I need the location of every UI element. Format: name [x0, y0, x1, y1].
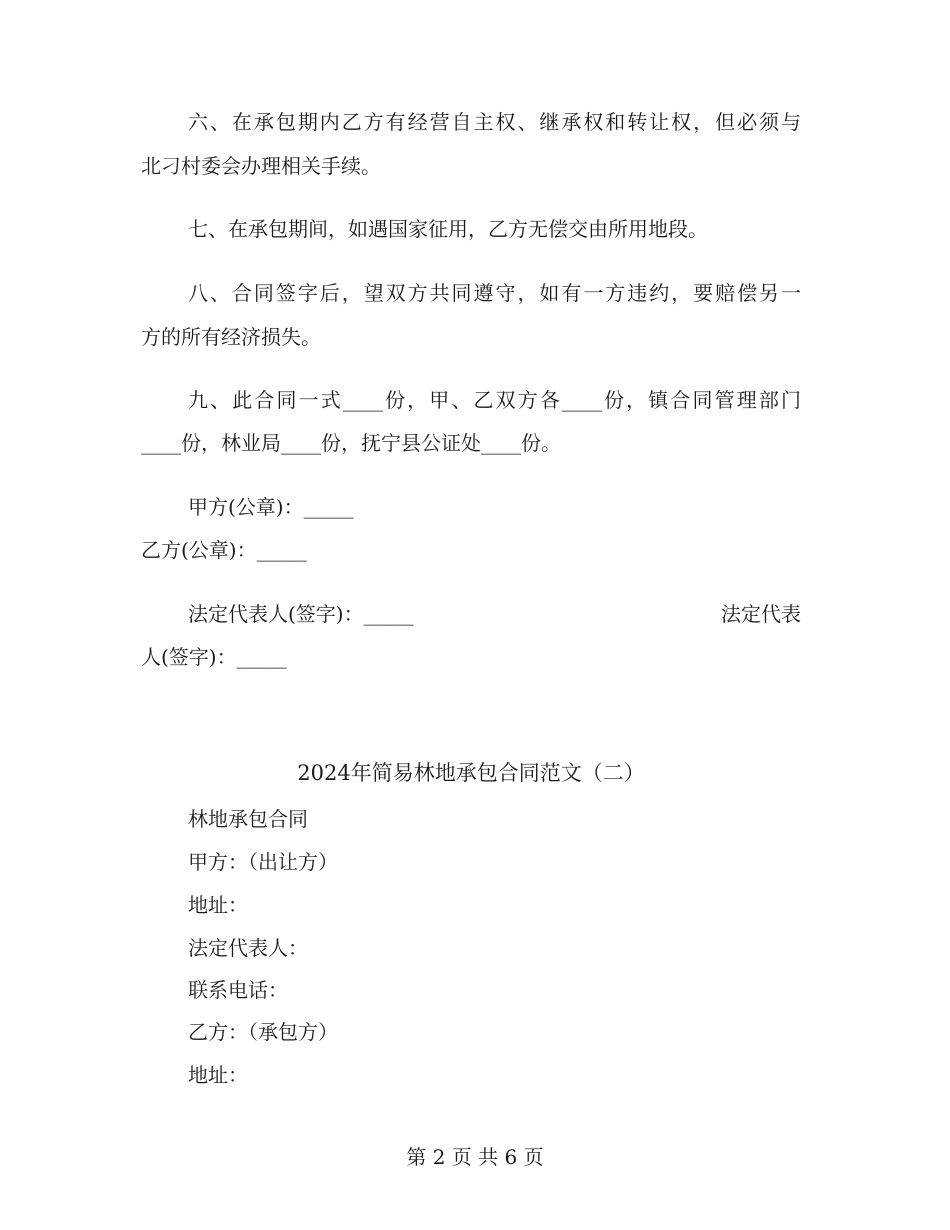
party-a-address: 地址： [188, 893, 248, 917]
clause-6-line-1: 六、在承包期内乙方有经营自主权、继承权和转让权，但必须与 [188, 110, 801, 134]
party-a-seal: 甲方(公章)：_____ [188, 495, 354, 519]
clause-9-line-1: 九、此合同一式____份，甲、乙双方各____份，镇合同管理部门 [188, 388, 801, 412]
clause-6-line-2: 北刁村委会办理相关手续。 [141, 154, 381, 178]
contact-phone: 联系电话： [188, 978, 288, 1002]
section-title: 2024年简易林地承包合同范文（二） [297, 761, 645, 785]
clause-8-line-2: 方的所有经济损失。 [141, 325, 321, 349]
clause-7: 七、在承包期间，如遇国家征用，乙方无偿交由所用地段。 [188, 217, 708, 241]
party-a-label: 甲方：（出让方） [188, 850, 338, 874]
legal-representative: 法定代表人： [188, 936, 308, 960]
legal-rep-b-signature-part2: 人(签字)：_____ [141, 645, 287, 669]
clause-8-line-1: 八、合同签字后，望双方共同遵守，如有一方违约，要赔偿另一 [188, 281, 801, 305]
party-b-address: 地址： [188, 1063, 248, 1087]
party-b-label: 乙方：（承包方） [188, 1020, 338, 1044]
party-b-seal: 乙方(公章)：_____ [141, 538, 307, 562]
legal-rep-b-signature-part1: 法定代表 [721, 602, 801, 626]
clause-9-line-2: ____份，林业局____份，抚宁县公证处____份。 [141, 431, 561, 455]
page-footer: 第 2 页 共 6 页 [406, 1145, 544, 1169]
legal-rep-a-signature: 法定代表人(签字)：_____ [188, 602, 414, 626]
contract-name: 林地承包合同 [188, 807, 308, 831]
